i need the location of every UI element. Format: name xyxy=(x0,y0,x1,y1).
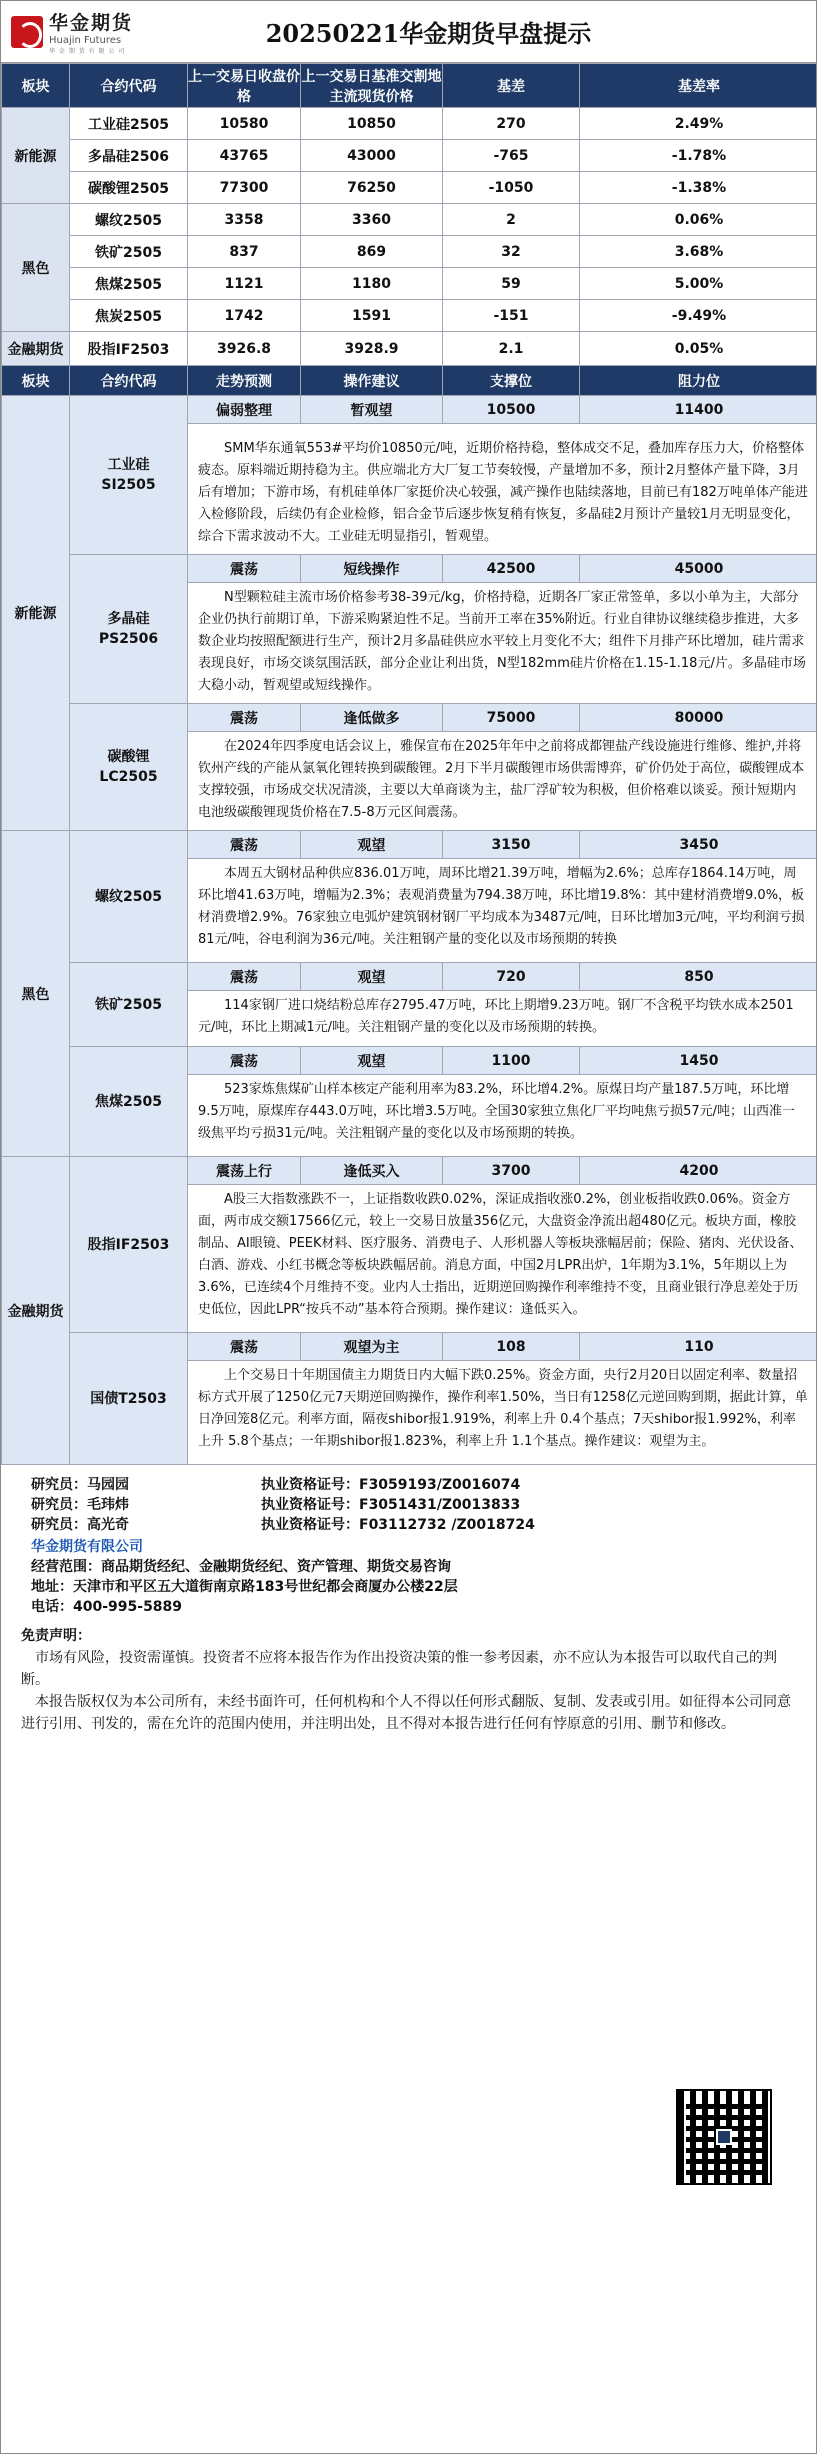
basis-rate-cell: 3.68% xyxy=(580,236,817,268)
contract-cell: 碳酸锂2505 xyxy=(70,172,188,204)
advice-table-header xyxy=(2,366,817,396)
commentary-text: A股三大指数涨跌不一，上证指数收跌0.02%，深证成指收涨0.2%，创业板指收跌0.06%。资金方面，两市成交额17566亿元，较上一交易日放量356亿元，大盘资金净流出超480亿元。板块方面，橡胶制品、AI眼镜、PEEK材料、医疗服务、消费电子、人形机器人等板块涨幅居前；保险、猪肉、光伏设备、白酒、游戏、小红书概念等板块跌幅居前。消息方面，中国2月LPR出炉，1年期为3.1%，5年期以上为3.6%，已连续4个月维持不变。业内人士指出，近期逆回购操作利率维持不变，且商业银行净息差处于历史低位，因此LPR“按兵不动”基本符合预期。操作建议：逢低买入。 xyxy=(188,1185,817,1333)
qr-logo-icon xyxy=(716,2129,732,2145)
analyst-name: 研究员：高光奇 xyxy=(31,1517,129,1533)
table-row xyxy=(2,300,817,332)
close-cell: 10580 xyxy=(188,108,301,140)
brand-logo-icon xyxy=(11,16,43,48)
qr-code xyxy=(676,2089,772,2185)
commentary-text: 在2024年四季度电话会议上，雅保宣布在2025年年中之前将成都锂盐产线设施进行维修、维护,并将钦州产线的产能从氯氧化锂转换到碳酸锂。2月下半月碳酸锂市场供需博弈，矿价仍处于高位，碳酸锂成本支撑较强，市场成交状况清淡，主要以大单商谈为主，盐厂浮矿较为积极，但价格难以谈妥。预计短期内电池级碳酸锂现货价格在7.5-8万元区间震荡。 xyxy=(188,732,817,831)
company-address: 地址：天津市和平区五大道街南京路183号世纪都会商厦办公楼22层 xyxy=(31,1579,458,1595)
sector-cell: 黑色 xyxy=(2,831,70,1157)
support-cell: 108 xyxy=(443,1333,580,1361)
contract-code: LC2505 xyxy=(99,769,158,785)
spot-cell: 76250 xyxy=(301,172,443,204)
close-cell: 3926.8 xyxy=(188,332,301,366)
basis-rate-cell: 0.06% xyxy=(580,204,817,236)
advice-summary-row xyxy=(2,704,817,732)
advice-cell: 观望 xyxy=(301,1047,443,1075)
basis-table-header xyxy=(2,64,817,108)
col-basis-rate: 基差率 xyxy=(580,64,817,108)
contract-cell: 股指IF2503 xyxy=(70,332,188,366)
contract-code: SI2505 xyxy=(101,477,156,493)
col-close: 上一交易日收盘价格 xyxy=(188,64,301,108)
basis-rate-cell: -1.78% xyxy=(580,140,817,172)
report-title: 20250221华金期货早盘提示 xyxy=(265,19,592,48)
analyst-cert: 执业资格证号：F3051431/Z0013833 xyxy=(261,1497,521,1513)
disclaimer-paragraph: 市场有风险，投资需谨慎。投资者不应将本报告作为作出投资决策的惟一参考因素，亦不应认为本报告可以取代自己的判断。 xyxy=(21,1650,777,1688)
resistance-cell: 11400 xyxy=(580,396,817,424)
commentary-text: 上个交易日十年期国债主力期货日内大幅下跌0.25%。资金方面，央行2月20日以固定利率、数量招标方式开展了1250亿元7天期逆回购操作，操作利率1.50%，当日有1258亿元逆回购到期，据此计算，单日净回笼8亿元。利率方面，隔夜shibor报1.919%，利率上升 0.4个基点；7天shibor报1.992%，利率上升 5.8个基点；一年期shibor报1.823%，利率上升 1.1个基点。操作建议：观望为主。 xyxy=(188,1361,817,1465)
sector-cell: 新能源 xyxy=(2,108,70,204)
col-contract: 合约代码 xyxy=(70,366,188,396)
contract-cell: 螺纹2505 xyxy=(70,831,188,963)
support-cell: 42500 xyxy=(443,555,580,583)
contract-cell: 焦炭2505 xyxy=(70,300,188,332)
spot-cell: 3360 xyxy=(301,204,443,236)
advice-summary-row xyxy=(2,396,817,424)
trend-cell: 震荡 xyxy=(188,1333,301,1361)
analyst-cert: 执业资格证号：F03112732 /Z0018724 xyxy=(261,1517,535,1533)
table-row xyxy=(2,332,817,366)
commentary-text: N型颗粒硅主流市场价格参考38-39元/kg，价格持稳，近期各厂家正常签单，多以小单为主，大部分企业仍执行前期订单，下游采购紧迫性不足。当前开工率在35%附近。行业自律协议继续稳步推进，大多数企业均按照配额进行生产，预计2月多晶硅供应水平较上月变化不大；组件下月排产环比增加，硅片需求表现良好，市场交谈氛围活跃，部分企业让利出货，N型182mm硅片价格在1.15-1.18元/片。多晶硅市场大稳小动，暂观望或短线操作。 xyxy=(188,583,817,704)
trend-cell: 偏弱整理 xyxy=(188,396,301,424)
trend-cell: 震荡 xyxy=(188,704,301,732)
spot-cell: 3928.9 xyxy=(301,332,443,366)
disclaimer-paragraph: 本报告版权仅为本公司所有，未经书面许可，任何机构和个人不得以任何形式翻版、复制、发表或引用。如征得本公司同意进行引用、刊发的，需在允许的范围内使用，并注明出处，且不得对本报告进行任何有悖原意的引用、删节和修改。 xyxy=(21,1694,791,1732)
resistance-cell: 4200 xyxy=(580,1157,817,1185)
resistance-cell: 3450 xyxy=(580,831,817,859)
spot-cell: 10850 xyxy=(301,108,443,140)
basis-rate-cell: 0.05% xyxy=(580,332,817,366)
brand-name-cn: 华金期货 xyxy=(49,12,134,34)
table-row xyxy=(2,108,817,140)
basis-table xyxy=(1,63,817,1465)
support-cell: 75000 xyxy=(443,704,580,732)
sector-cell: 黑色 xyxy=(2,204,70,332)
analyst-row xyxy=(31,1475,786,1495)
col-support: 支撑位 xyxy=(443,366,580,396)
contract-cell: 螺纹2505 xyxy=(70,204,188,236)
advice-summary-row xyxy=(2,831,817,859)
basis-cell: 2.1 xyxy=(443,332,580,366)
commentary-text: SMM华东通氧553#平均价10850元/吨，近期价格持稳，整体成交不足，叠加库存压力大，价格整体疲态。原料端近期持稳为主。供应端北方大厂复工节奏较慢，产量增加不多，预计2月整体产量下降，3月后有增加；下游市场，有机硅单体厂家挺价决心较强，减产操作也陆续落地，目前已有182万吨单体产能进入检修阶段，后续仍有企业检修，铝合金节后逐步恢复稍有恢复，多晶硅2月预计产量较1月无明显变化，综合下需求波动不大。工业硅无明显指引，暂观望。 xyxy=(188,424,817,555)
table-row xyxy=(2,236,817,268)
col-sector: 板块 xyxy=(2,64,70,108)
advice-summary-row xyxy=(2,1047,817,1075)
close-cell: 3358 xyxy=(188,204,301,236)
table-row xyxy=(2,268,817,300)
trend-cell: 震荡 xyxy=(188,555,301,583)
company-name: 华金期货有限公司 xyxy=(31,1539,143,1555)
report-header xyxy=(1,1,816,63)
col-sector: 板块 xyxy=(2,366,70,396)
advice-summary-row xyxy=(2,555,817,583)
col-basis: 基差 xyxy=(443,64,580,108)
col-spot: 上一交易日基准交割地主流现货价格 xyxy=(301,64,443,108)
contract-cell: 多晶硅2506 xyxy=(70,140,188,172)
analyst-name: 研究员：马园园 xyxy=(31,1477,129,1493)
company-phone: 电话：400-995-5889 xyxy=(31,1599,183,1615)
commentary-text: 523家炼焦煤矿山样本核定产能利用率为83.2%，环比增4.2%。原煤日均产量187.5万吨，环比增9.5万吨，原煤库存443.0万吨，环比增3.5万吨。全国30家独立焦化厂平均吨焦亏损57元/吨；山西准一级焦平均亏损31元/吨。关注粗钢产量的变化以及市场预期的转换。 xyxy=(188,1075,817,1157)
analyst-row xyxy=(31,1515,786,1535)
contract-code: PS2506 xyxy=(98,631,159,647)
contract-cell: 铁矿2505 xyxy=(70,236,188,268)
contract-cell: 股指IF2503 xyxy=(70,1157,188,1333)
basis-cell: -765 xyxy=(443,140,580,172)
support-cell: 3150 xyxy=(443,831,580,859)
advice-cell: 暂观望 xyxy=(301,396,443,424)
basis-cell: 59 xyxy=(443,268,580,300)
resistance-cell: 110 xyxy=(580,1333,817,1361)
basis-cell: 2 xyxy=(443,204,580,236)
resistance-cell: 1450 xyxy=(580,1047,817,1075)
table-row xyxy=(2,140,817,172)
advice-cell: 观望 xyxy=(301,963,443,991)
resistance-cell: 850 xyxy=(580,963,817,991)
analyst-name: 研究员：毛玮炜 xyxy=(31,1497,129,1513)
sector-cell: 新能源 xyxy=(2,396,70,831)
trend-cell: 震荡 xyxy=(188,831,301,859)
report-footer xyxy=(1,1465,816,1617)
advice-summary-row xyxy=(2,1333,817,1361)
col-advice: 操作建议 xyxy=(301,366,443,396)
table-row xyxy=(2,204,817,236)
close-cell: 1121 xyxy=(188,268,301,300)
disclaimer-title: 免责声明： xyxy=(21,1628,91,1644)
resistance-cell: 80000 xyxy=(580,704,817,732)
advice-cell: 逢低买入 xyxy=(301,1157,443,1185)
contract-cell xyxy=(70,396,188,555)
advice-summary-row xyxy=(2,1157,817,1185)
basis-cell: 32 xyxy=(443,236,580,268)
contract-name: 工业硅 xyxy=(107,457,150,473)
brand-logo xyxy=(1,8,181,55)
brand-name-en: Huajin Futures xyxy=(49,35,122,46)
advice-cell: 观望 xyxy=(301,831,443,859)
spot-cell: 869 xyxy=(301,236,443,268)
trend-cell: 震荡 xyxy=(188,963,301,991)
contract-cell xyxy=(70,555,188,704)
close-cell: 77300 xyxy=(188,172,301,204)
table-row xyxy=(2,172,817,204)
brand-subtitle: 华 金 期 货 有 限 公 司 xyxy=(49,48,126,55)
basis-rate-cell: -9.49% xyxy=(580,300,817,332)
contract-cell xyxy=(70,704,188,831)
contract-name: 多晶硅 xyxy=(107,611,150,627)
business-scope: 经营范围：商品期货经纪、金融期货经纪、资产管理、期货交易咨询 xyxy=(31,1559,451,1575)
trend-cell: 震荡上行 xyxy=(188,1157,301,1185)
sector-cell: 金融期货 xyxy=(2,1157,70,1465)
advice-cell: 逢低做多 xyxy=(301,704,443,732)
analyst-row xyxy=(31,1495,786,1515)
col-resistance: 阻力位 xyxy=(580,366,817,396)
disclaimer xyxy=(1,1625,816,1735)
basis-cell: -151 xyxy=(443,300,580,332)
support-cell: 3700 xyxy=(443,1157,580,1185)
advice-summary-row xyxy=(2,963,817,991)
spot-cell: 1591 xyxy=(301,300,443,332)
contract-cell: 铁矿2505 xyxy=(70,963,188,1047)
col-trend: 走势预测 xyxy=(188,366,301,396)
trend-cell: 震荡 xyxy=(188,1047,301,1075)
sector-cell: 金融期货 xyxy=(2,332,70,366)
contract-cell: 国债T2503 xyxy=(70,1333,188,1465)
resistance-cell: 45000 xyxy=(580,555,817,583)
advice-cell: 短线操作 xyxy=(301,555,443,583)
basis-rate-cell: 5.00% xyxy=(580,268,817,300)
support-cell: 1100 xyxy=(443,1047,580,1075)
contract-name: 碳酸锂 xyxy=(107,749,150,765)
advice-cell: 观望为主 xyxy=(301,1333,443,1361)
support-cell: 10500 xyxy=(443,396,580,424)
close-cell: 837 xyxy=(188,236,301,268)
close-cell: 43765 xyxy=(188,140,301,172)
commentary-text: 本周五大钢材品种供应836.01万吨，周环比增21.39万吨，增幅为2.6%；总库存1864.14万吨，周环比增41.63万吨，增幅为2.3%；表观消费量为794.38万吨，环比增19.8%：其中建材消费增9.0%，板材消费增2.9%。76家独立电弧炉建筑钢材钢厂平均成本为3487元/吨，日环比增加3元/吨，平均利润亏损81元/吨，谷电利润为36元/吨。关注粗钢产量的变化以及市场预期的转换 xyxy=(188,859,817,963)
support-cell: 720 xyxy=(443,963,580,991)
basis-rate-cell: -1.38% xyxy=(580,172,817,204)
analyst-cert: 执业资格证号：F3059193/Z0016074 xyxy=(261,1477,521,1493)
basis-rate-cell: 2.49% xyxy=(580,108,817,140)
col-contract: 合约代码 xyxy=(70,64,188,108)
spot-cell: 1180 xyxy=(301,268,443,300)
contract-cell: 焦煤2505 xyxy=(70,1047,188,1157)
spot-cell: 43000 xyxy=(301,140,443,172)
basis-cell: -1050 xyxy=(443,172,580,204)
contract-cell: 焦煤2505 xyxy=(70,268,188,300)
basis-cell: 270 xyxy=(443,108,580,140)
contract-cell: 工业硅2505 xyxy=(70,108,188,140)
close-cell: 1742 xyxy=(188,300,301,332)
commentary-text: 114家钢厂进口烧结粉总库存2795.47万吨，环比上期增9.23万吨。钢厂不含税平均铁水成本2501元/吨，环比上期减1元/吨。关注粗钢产量的变化以及市场预期的转换。 xyxy=(188,991,817,1047)
